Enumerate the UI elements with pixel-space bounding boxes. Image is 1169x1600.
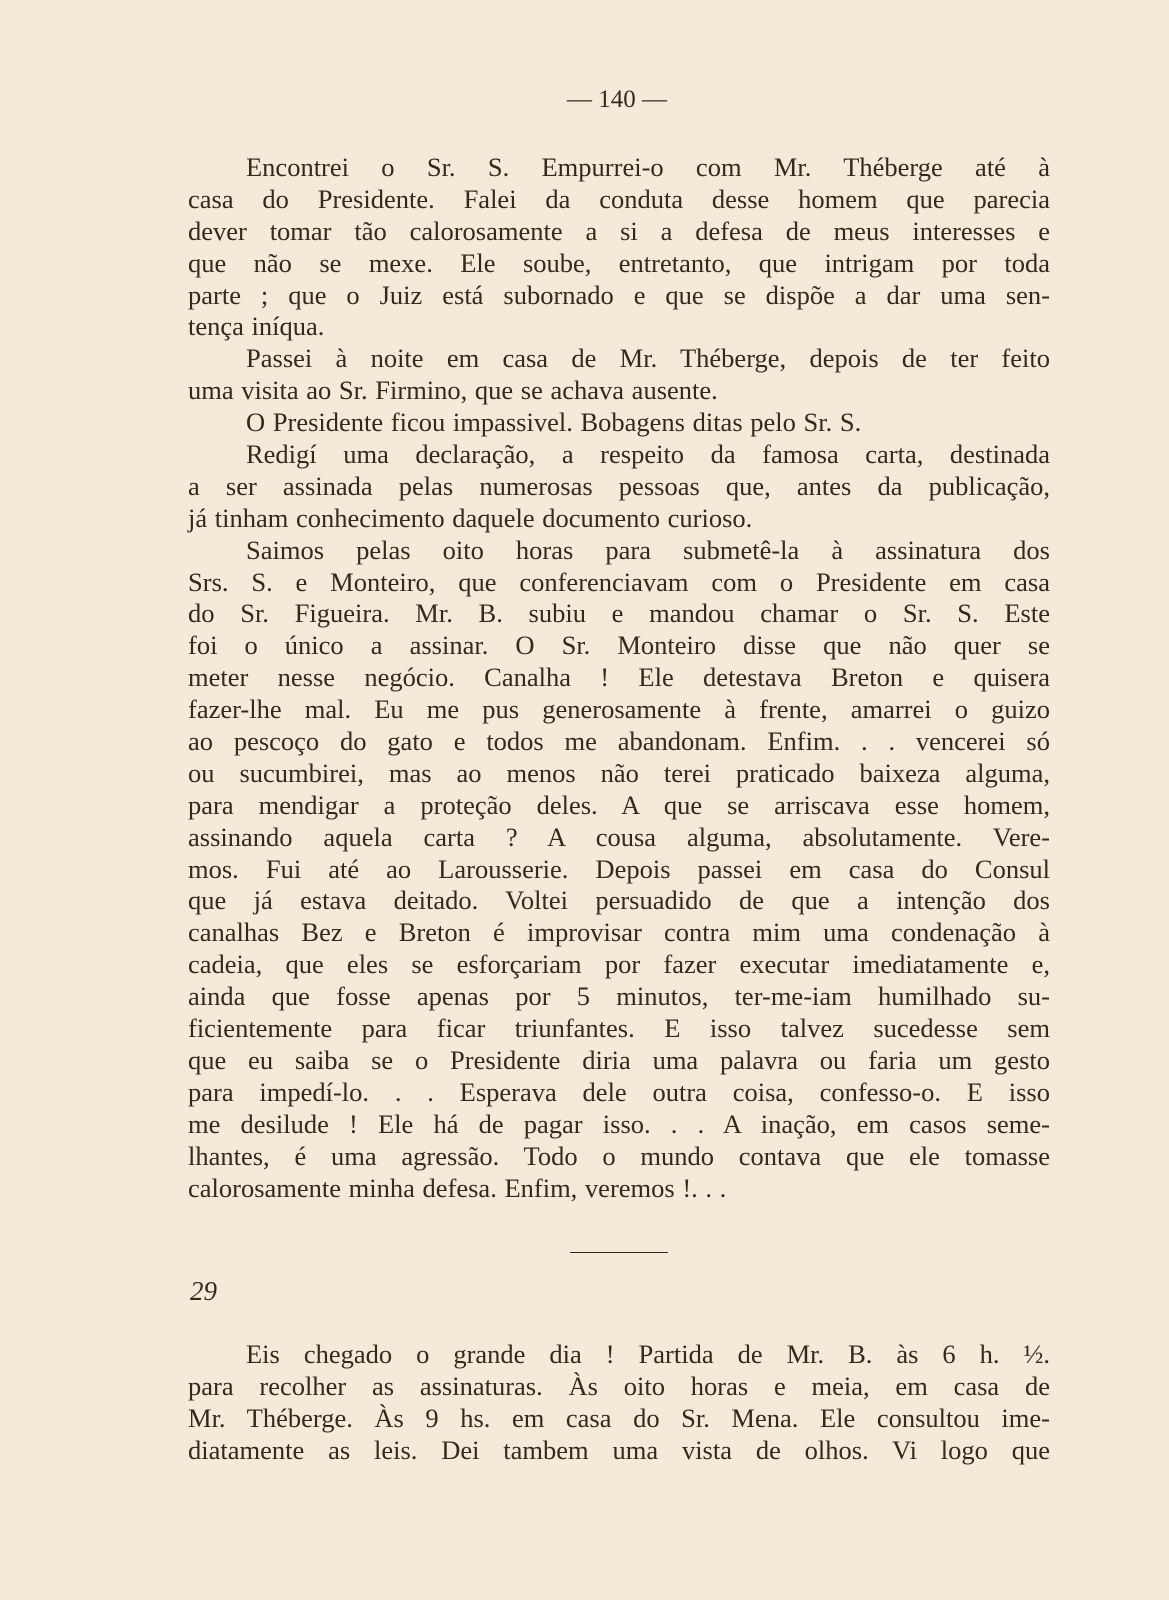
text-line: ficientemente para ficar triunfantes. E isso talvez sucedesse sem bbox=[188, 1013, 1050, 1044]
text-line: que já estava deitado. Voltei persuadido de que a intenção dos bbox=[188, 885, 1050, 916]
text-line: Encontrei o Sr. S. Empurrei-o com Mr. Théberge até à bbox=[246, 152, 1050, 182]
paragraph bbox=[188, 439, 1050, 535]
text-line: assinando aquela carta ? A cousa alguma, absolutamente. Vere- bbox=[188, 821, 1050, 852]
text-line: uma visita ao Sr. Firmino, que se achava ausente. bbox=[188, 375, 718, 406]
text-line: Mr. Théberge. Às 9 hs. em casa do Sr. Mena. Ele consultou ime- bbox=[188, 1402, 1050, 1433]
paragraph bbox=[188, 407, 1050, 439]
text-line: canalhas Bez e Breton é improvisar contra mim uma condenação à bbox=[188, 917, 1050, 948]
section-2-text bbox=[188, 1339, 1050, 1467]
text-line: fazer-lhe mal. Eu me pus generosamente à frente, amarrei o guizo bbox=[188, 694, 1050, 725]
text-line: Eis chegado o grande dia ! Partida de Mr. B. às 6 h. ½. bbox=[246, 1339, 1050, 1369]
text-line: O Presidente ficou impassivel. Bobagens ditas pelo Sr. S. bbox=[246, 407, 862, 438]
text-line: para mendigar a proteção deles. A que se arriscava esse homem, bbox=[188, 789, 1050, 820]
text-line: calorosamente minha defesa. Enfim, veremos !. . . bbox=[188, 1172, 727, 1203]
text-line: Passei à noite em casa de Mr. Théberge, depois de ter feito bbox=[246, 343, 1050, 374]
text-line: meter nesse negócio. Canalha ! Ele detestava Breton e quisera bbox=[188, 662, 1050, 693]
paragraph bbox=[188, 1339, 1050, 1467]
text-line: Saimos pelas oito horas para submetê-la à assinatura dos bbox=[246, 534, 1050, 565]
text-line: para impedí-lo. . . Esperava dele outra coisa, confesso-o. E isso bbox=[188, 1076, 1050, 1107]
text-line: Srs. S. e Monteiro, que conferenciavam com o Presidente em casa bbox=[188, 566, 1050, 597]
text-line: do Sr. Figueira. Mr. B. subiu e mandou chamar o Sr. S. Este bbox=[188, 598, 1050, 629]
text-line: tença iníqua. bbox=[188, 311, 325, 342]
text-line: lhantes, é uma agressão. Todo o mundo contava que ele tomasse bbox=[188, 1140, 1050, 1171]
text-line: dever tomar tão calorosamente a si a defesa de meus interesses e bbox=[188, 215, 1050, 246]
section-1-text bbox=[188, 152, 1050, 1204]
text-line: ainda que fosse apenas por 5 minutos, ter-me-iam humilhado su- bbox=[188, 981, 1050, 1012]
section-divider bbox=[570, 1252, 668, 1253]
paragraph bbox=[188, 535, 1050, 1205]
text-line: a ser assinada pelas numerosas pessoas que, antes da publicação, bbox=[188, 470, 1050, 501]
page-number: — 140 — bbox=[567, 86, 667, 113]
text-line: mos. Fui até ao Larousserie. Depois passei em casa do Consul bbox=[188, 853, 1050, 884]
text-line: diatamente as leis. Dei tambem uma vista de olhos. Vi logo que bbox=[188, 1434, 1050, 1465]
text-line: Redigí uma declaração, a respeito da famosa carta, destinada bbox=[246, 439, 1050, 470]
text-line: foi o único a assinar. O Sr. Monteiro disse que não quer se bbox=[188, 630, 1050, 661]
text-line: casa do Presidente. Falei da conduta desse homem que parecia bbox=[188, 183, 1050, 214]
text-line: ao pescoço do gato e todos me abandonam. Enfim. . . vencerei só bbox=[188, 726, 1050, 757]
text-line: parte ; que o Juiz está subornado e que se dispõe a dar uma sen- bbox=[188, 279, 1050, 310]
text-line: cadeia, que eles se esforçariam por fazer executar imediatamente e, bbox=[188, 949, 1050, 980]
text-line: já tinham conhecimento daquele documento curioso. bbox=[188, 502, 753, 533]
text-line: que eu saiba se o Presidente diria uma palavra ou faria um gesto bbox=[188, 1044, 1050, 1075]
text-line: para recolher as assinaturas. Às oito horas e meia, em casa de bbox=[188, 1370, 1050, 1401]
paragraph bbox=[188, 343, 1050, 407]
text-line: que não se mexe. Ele soube, entretanto, que intrigam por toda bbox=[188, 247, 1050, 278]
text-line: ou sucumbirei, mas ao menos não terei praticado baixeza alguma, bbox=[188, 757, 1050, 788]
entry-number: 29 bbox=[190, 1276, 217, 1306]
text-line: me desilude ! Ele há de pagar isso. . . A inação, em casos seme- bbox=[188, 1108, 1050, 1139]
paragraph bbox=[188, 152, 1050, 343]
